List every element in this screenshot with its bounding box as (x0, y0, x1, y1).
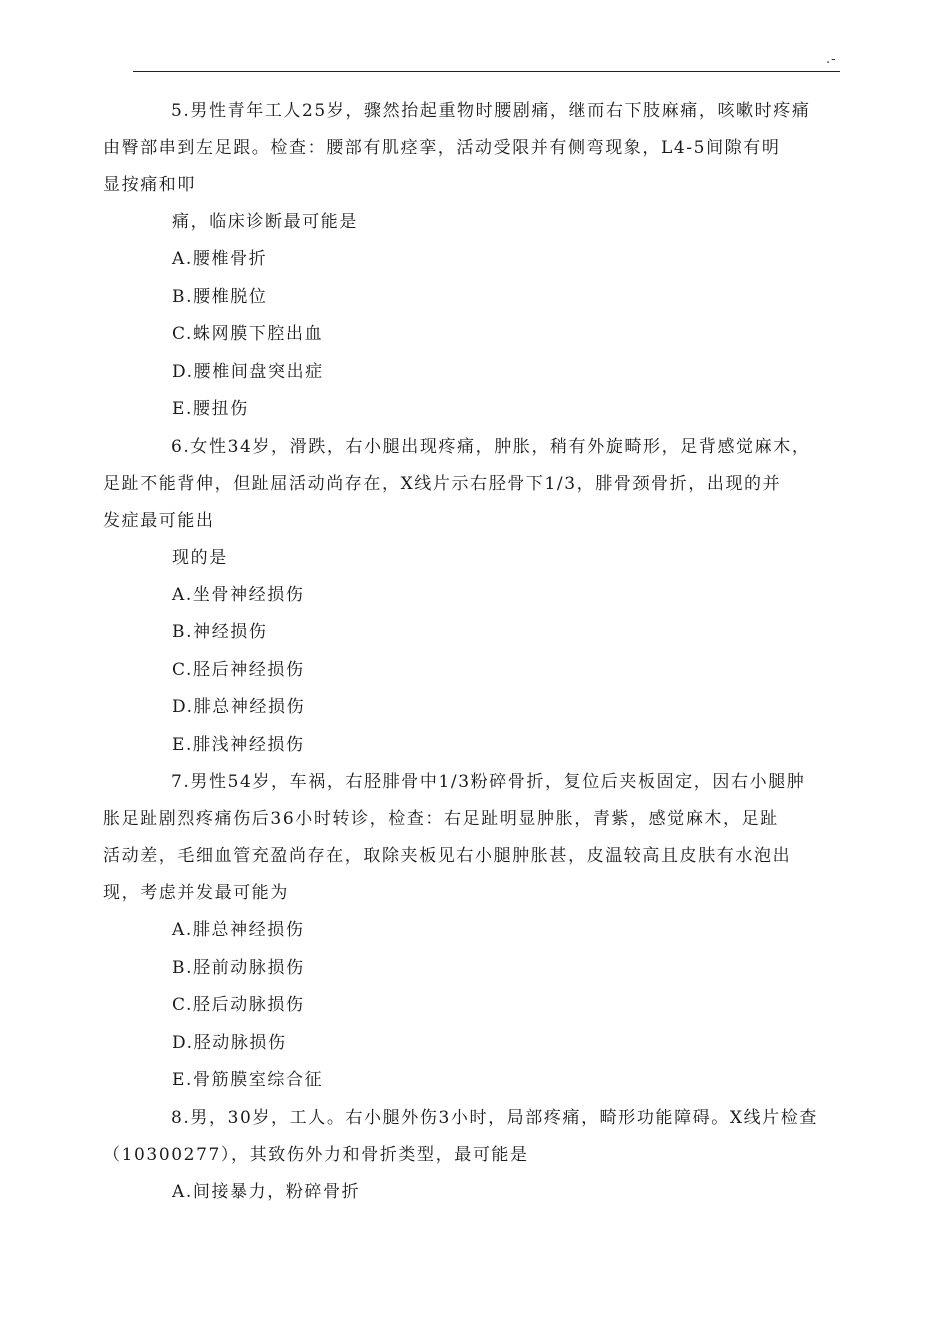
option-c[interactable]: C.胫后神经损伤 (172, 659, 305, 680)
stem-line: 胀足趾剧烈疼痛伤后36小时转诊，检查：右足趾明显肿胀，青紫，感觉麻木，足趾 (103, 809, 779, 829)
stem-line: 5.男性青年工人25岁，骤然抬起重物时腰剧痛，继而右下肢麻痛，咳嗽时疼痛 (171, 101, 811, 121)
question-stem (103, 93, 837, 204)
question-stem (103, 764, 837, 912)
option-e[interactable]: E.腰扭伤 (172, 399, 249, 419)
stem-continuation: 现的是 (172, 547, 228, 568)
option-b[interactable]: B.腰椎脱位 (172, 286, 268, 307)
option-c[interactable]: C.蛛网膜下腔出血 (172, 324, 324, 344)
option-d[interactable]: D.腰椎间盘突出症 (172, 361, 324, 382)
stem-line: （10300277），其致伤外力和骨折类型，最可能是 (103, 1144, 529, 1165)
option-a[interactable]: A.坐骨神经损伤 (172, 584, 305, 605)
option-d[interactable]: D.腓总神经损伤 (172, 697, 306, 717)
option-b[interactable]: B.神经损伤 (172, 622, 268, 642)
stem-line: 6.女性34岁，滑跌，右小腿出现疼痛，肿胀，稍有外旋畸形，足背感觉麻木， (171, 436, 811, 457)
question-8 (103, 1100, 837, 1212)
option-e[interactable]: E.腓浅神经损伤 (172, 734, 305, 755)
stem-line: 7.男性54岁，车祸，右胫腓骨中1/3粉碎骨折，复位后夹板固定，因右小腿肿 (171, 772, 806, 792)
option-a[interactable]: A.腰椎骨折 (172, 249, 268, 269)
option-c[interactable]: C.胫后动脉损伤 (172, 995, 305, 1015)
document-body (103, 93, 837, 1211)
question-7 (103, 764, 837, 1100)
stem-line: 8.男，30岁，工人。右小腿外伤3小时，局部疼痛，畸形功能障碍。X线片检查 (171, 1107, 818, 1128)
question-stem (103, 429, 837, 540)
question-5 (103, 93, 837, 429)
stem-line: 活动差，毛细血管充盈尚存在，取除夹板见右小腿肿胀甚，皮温较高且皮肤有水泡出 (103, 846, 792, 866)
option-d[interactable]: D.胫动脉损伤 (172, 1032, 287, 1053)
option-e[interactable]: E.骨筋膜室综合征 (172, 1070, 324, 1090)
stem-line: 现，考虑并发最可能为 (103, 883, 289, 903)
stem-continuation: 痛，临床诊断最可能是 (172, 212, 358, 232)
stem-line: 由臀部串到左足跟。检查：腰部有肌痉挛，活动受限并有侧弯现象，L4-5间隙有明 (103, 138, 781, 158)
option-b[interactable]: B.胫前动脉损伤 (172, 957, 305, 978)
option-a[interactable]: A.间接暴力，粉碎骨折 (172, 1181, 361, 1202)
header-mark: .- (826, 52, 837, 67)
question-6 (103, 429, 837, 765)
stem-line: 足趾不能背伸，但趾屈活动尚存在，X线片示右胫骨下1/3，腓骨颈骨折，出现的并 (103, 473, 782, 494)
stem-line: 发症最可能出 (103, 510, 215, 531)
header-rule (133, 71, 840, 72)
question-stem (103, 1100, 837, 1174)
option-a[interactable]: A.腓总神经损伤 (172, 920, 305, 940)
stem-line: 显按痛和叩 (103, 175, 196, 195)
